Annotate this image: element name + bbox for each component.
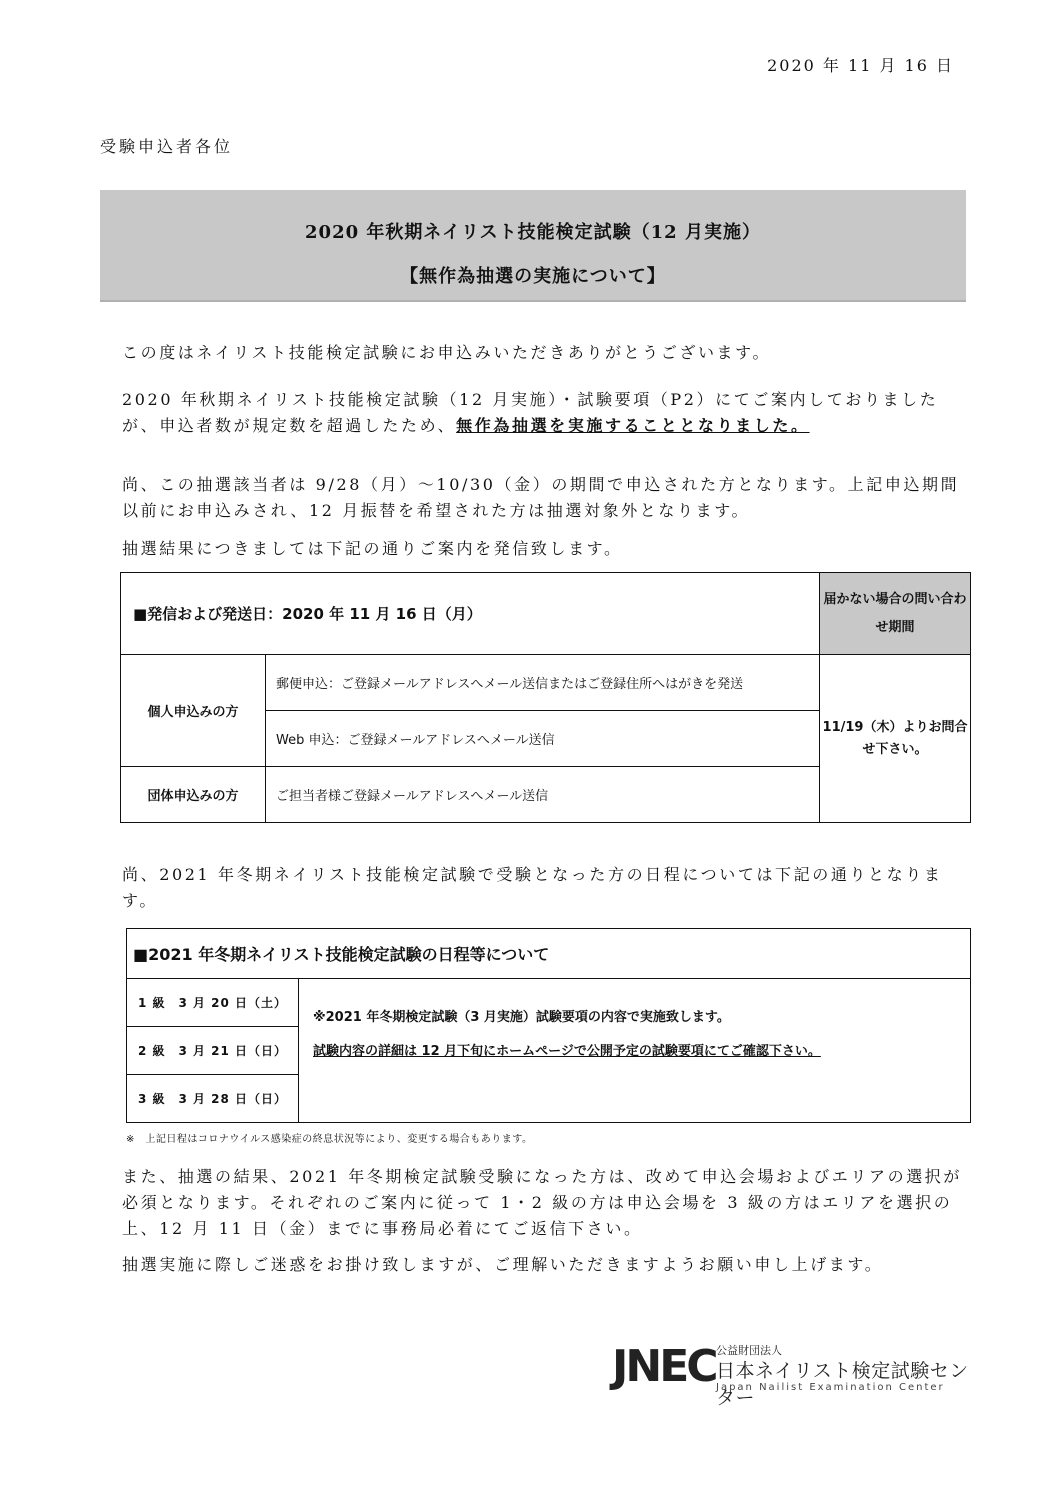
postal-method: 郵便申込：ご登録メールアドレスへメール送信またはご登録住所へはがきを発送: [266, 655, 820, 711]
paragraph-eligibility: 尚、この抽選該当者は 9/28（月）～10/30（金）の期間で申込された方となります。上記申込期間以前にお申込みされ、12 月振替を希望された方は抽選対象外となります。: [122, 475, 960, 520]
paragraph-results-intro: 抽選結果につきましては下記の通りご案内を発信致します。: [122, 539, 623, 558]
organization-logo: [612, 1341, 972, 1409]
grade1-date: 1 級 3 月 20 日（土）: [127, 979, 299, 1027]
individual-label: 個人申込みの方: [121, 655, 266, 767]
grade2-date: 2 級 3 月 21 日（日）: [127, 1027, 299, 1075]
paragraph-lottery: [122, 387, 962, 439]
grade3-date: 3 級 3 月 28 日（日）: [127, 1075, 299, 1123]
group-method: ご担当者様ご登録メールアドレスへメール送信: [266, 767, 820, 823]
covid-footnote: ※ 上記日程はコロナウイルス感染症の終息状況等により、変更する場合もあります。: [126, 1134, 533, 1145]
title-sub: 【無作為抽選の実施について】: [400, 266, 666, 287]
recipient-line: 受験申込者各位: [100, 137, 234, 156]
logo-name-en: Japan Nailist Examination Center: [716, 1382, 945, 1393]
schedule-note: [299, 979, 971, 1123]
schedule-table-header: ■2021 年冬期ネイリスト技能検定試験の日程等について: [127, 929, 971, 979]
group-label: 団体申込みの方: [121, 767, 266, 823]
title-banner: [100, 190, 966, 302]
paragraph-reapply: また、抽選の結果、2021 年冬期検定試験受験になった方は、改めて申込会場およびエリアの選択が必須となります。それぞれのご案内に従って 1・2 級の方は申込会場を 3 級の方はエリアを選択の上、12 月 11 日（金）までに事務局必着にてご返信下さい。: [122, 1167, 963, 1238]
document-date: 2020 年 11 月 16 日: [767, 56, 954, 75]
paragraph-lottery-emphasis: 無作為抽選を実施することとなりました。: [456, 416, 810, 435]
logo-mark: JNEC: [612, 1341, 716, 1392]
web-method: Web 申込：ご登録メールアドレスへメール送信: [266, 711, 820, 767]
schedule-table: [126, 928, 971, 1123]
logo-name-ja: 日本ネイリスト検定試験センター: [716, 1360, 969, 1409]
title-main: 2020 年秋期ネイリスト技能検定試験（12 月実施）: [305, 222, 761, 243]
paragraph-schedule-intro: 尚、2021 年冬期ネイリスト技能検定試験で受験となった方の日程については下記の通りとなります。: [122, 865, 943, 910]
results-notice-table: [120, 572, 971, 823]
logo-legal-type: 公益財団法人: [716, 1344, 782, 1357]
inquiry-period-header: 届かない場合の問い合わせ期間: [820, 573, 971, 655]
results-table-header: ■発信および発送日：2020 年 11 月 16 日（月）: [121, 573, 820, 655]
schedule-note-1: ※2021 年冬期検定試験（3 月実施）試験要項の内容で実施致します。: [313, 1010, 730, 1025]
inquiry-period: 11/19（木）よりお問合せ下さい。: [820, 655, 971, 823]
paragraph-lottery-text: 2020 年秋期ネイリスト技能検定試験（12 月実施）・試験要項（P2）にてご案内しておりましたが、申込者数が規定数を超過したため、: [122, 390, 939, 435]
paragraph-thanks: この度はネイリスト技能検定試験にお申込みいただきありがとうございます。: [122, 343, 772, 362]
paragraph-apology: 抽選実施に際しご迷惑をお掛け致しますが、ご理解いただきますようお願い申し上げます。: [122, 1255, 884, 1274]
schedule-note-2: 試験内容の詳細は 12 月下旬にホームページで公開予定の試験要項にてご確認下さい。: [313, 1044, 821, 1059]
